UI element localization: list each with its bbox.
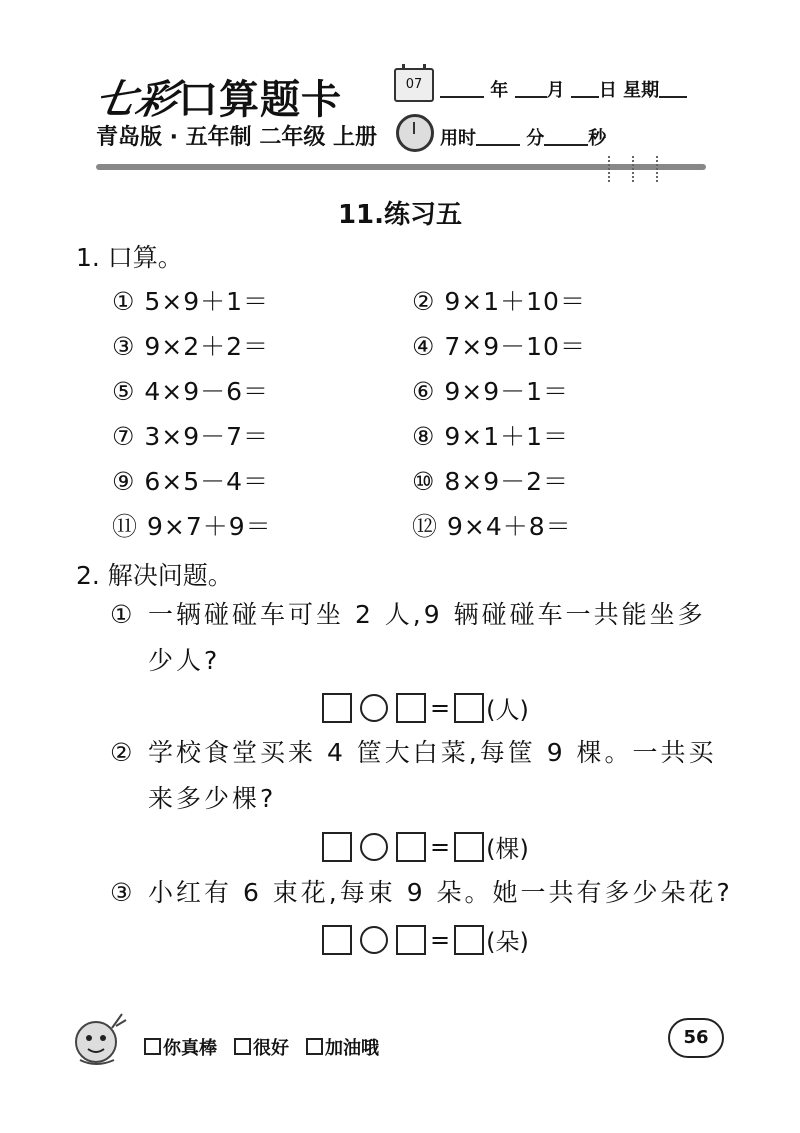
calc-expr: 7×9－10＝ — [444, 332, 586, 361]
answer-box[interactable] — [396, 925, 426, 955]
answer-box[interactable] — [396, 832, 426, 862]
calc-expr: 5×9＋1＝ — [144, 287, 270, 316]
problem-text-line2: 少人? — [148, 646, 221, 675]
section1-heading: 1. 口算。 — [76, 243, 183, 272]
calc-expr: 9×1＋1＝ — [444, 422, 570, 451]
problem-text-line1: 一辆碰碰车可坐 2 人,9 辆碰碰车一共能坐多 — [148, 600, 706, 629]
unit-label: (人) — [486, 696, 529, 724]
checkbox-icon[interactable] — [234, 1038, 251, 1055]
calc-item-4: ④ 7×9－10＝ — [412, 332, 586, 361]
word-problem-2: ② 学校食堂买来 4 筐大白菜,每筐 9 棵。一共买 来多少棵? — [110, 730, 750, 822]
answer-equation-2: = (棵) — [322, 829, 529, 861]
calc-item-12: ⑫ 9×4＋8＝ — [412, 512, 572, 541]
calc-item-10: ⑩ 8×9－2＝ — [412, 467, 570, 496]
seconds-label: 秒 — [588, 128, 607, 149]
operator-circle[interactable] — [360, 694, 388, 722]
rating-option-3[interactable]: 加油哦 — [306, 1034, 379, 1060]
result-box[interactable] — [454, 832, 484, 862]
answer-box[interactable] — [322, 925, 352, 955]
lesson-title: 11.练习五 — [337, 200, 463, 230]
unit-label: (朵) — [486, 928, 529, 956]
operator-circle[interactable] — [360, 833, 388, 861]
word-problem-1: ① 一辆碰碰车可坐 2 人,9 辆碰碰车一共能坐多 少人? — [110, 592, 750, 684]
calc-expr: 8×9－2＝ — [444, 467, 570, 496]
operator-circle[interactable] — [360, 926, 388, 954]
year-label: 年 — [490, 80, 509, 101]
problem-text-line1: 小红有 6 束花,每束 9 朵。她一共有多少朵花? — [148, 878, 733, 907]
time-fields — [440, 124, 606, 150]
brand-prefix: 七彩 — [91, 77, 182, 123]
answer-equation-3: = (朵) — [322, 922, 529, 954]
calc-item-2: ② 9×1＋10＝ — [412, 287, 586, 316]
time-label: 用时 — [440, 128, 476, 149]
year-blank[interactable] — [440, 96, 484, 98]
problem-text-line1: 学校食堂买来 4 筐大白菜,每筐 9 棵。一共买 — [148, 738, 717, 767]
calc-expr: 9×2＋2＝ — [144, 332, 270, 361]
calc-expr: 9×9－1＝ — [444, 377, 570, 406]
calc-item-9: ⑨ 6×5－4＝ — [112, 467, 270, 496]
day-label: 日 — [598, 80, 617, 101]
word-problem-3: ③ 小红有 6 束花,每束 9 朵。她一共有多少朵花? — [110, 870, 750, 916]
calc-item-5: ⑤ 4×9－6＝ — [112, 377, 270, 406]
month-blank[interactable] — [515, 96, 547, 98]
weekday-label: 星期 — [623, 80, 660, 101]
minutes-blank[interactable] — [476, 144, 520, 146]
edition-subtitle: 青岛版 · 五年制 二年级 上册 — [96, 125, 377, 150]
problem-text-line2: 来多少棵? — [148, 784, 277, 813]
result-box[interactable] — [454, 693, 484, 723]
rating-option-2[interactable]: 很好 — [234, 1034, 289, 1060]
minutes-label: 分 — [526, 128, 545, 149]
answer-box[interactable] — [322, 693, 352, 723]
section2-heading: 2. 解决问题。 — [76, 561, 233, 590]
answer-equation-1: = (人) — [322, 690, 529, 722]
answer-box[interactable] — [322, 832, 352, 862]
brand-main: 口算题卡 — [178, 77, 342, 123]
calc-item-6: ⑥ 9×9－1＝ — [412, 377, 570, 406]
calc-item-7: ⑦ 3×9－7＝ — [112, 422, 270, 451]
date-fields — [440, 76, 687, 102]
mascot-illustration — [70, 1006, 130, 1068]
calc-item-8: ⑧ 9×1＋1＝ — [412, 422, 570, 451]
rating-option-1[interactable]: 你真棒 — [144, 1034, 217, 1060]
result-box[interactable] — [454, 925, 484, 955]
seconds-blank[interactable] — [544, 144, 588, 146]
calc-expr: 4×9－6＝ — [144, 377, 270, 406]
brand-title — [91, 68, 342, 125]
calc-expr: 3×9－7＝ — [144, 422, 270, 451]
calc-expr: 9×4＋8＝ — [446, 512, 572, 541]
weekday-blank[interactable] — [659, 96, 687, 98]
day-blank[interactable] — [571, 96, 599, 98]
binder-rings-icon — [606, 156, 666, 182]
calendar-icon: 07 — [394, 68, 434, 102]
calc-expr: 6×5－4＝ — [144, 467, 270, 496]
answer-box[interactable] — [396, 693, 426, 723]
calc-item-11: ⑪ 9×7＋9＝ — [112, 512, 272, 541]
calc-expr: 9×1＋10＝ — [444, 287, 586, 316]
calc-item-1: ① 5×9＋1＝ — [112, 287, 270, 316]
checkbox-icon[interactable] — [144, 1038, 161, 1055]
page-number: 56 — [668, 1018, 724, 1058]
unit-label: (棵) — [486, 835, 529, 863]
calc-expr: 9×7＋9＝ — [146, 512, 272, 541]
clock-icon — [396, 114, 434, 152]
checkbox-icon[interactable] — [306, 1038, 323, 1055]
month-label: 月 — [546, 80, 565, 101]
calc-item-3: ③ 9×2＋2＝ — [112, 332, 270, 361]
